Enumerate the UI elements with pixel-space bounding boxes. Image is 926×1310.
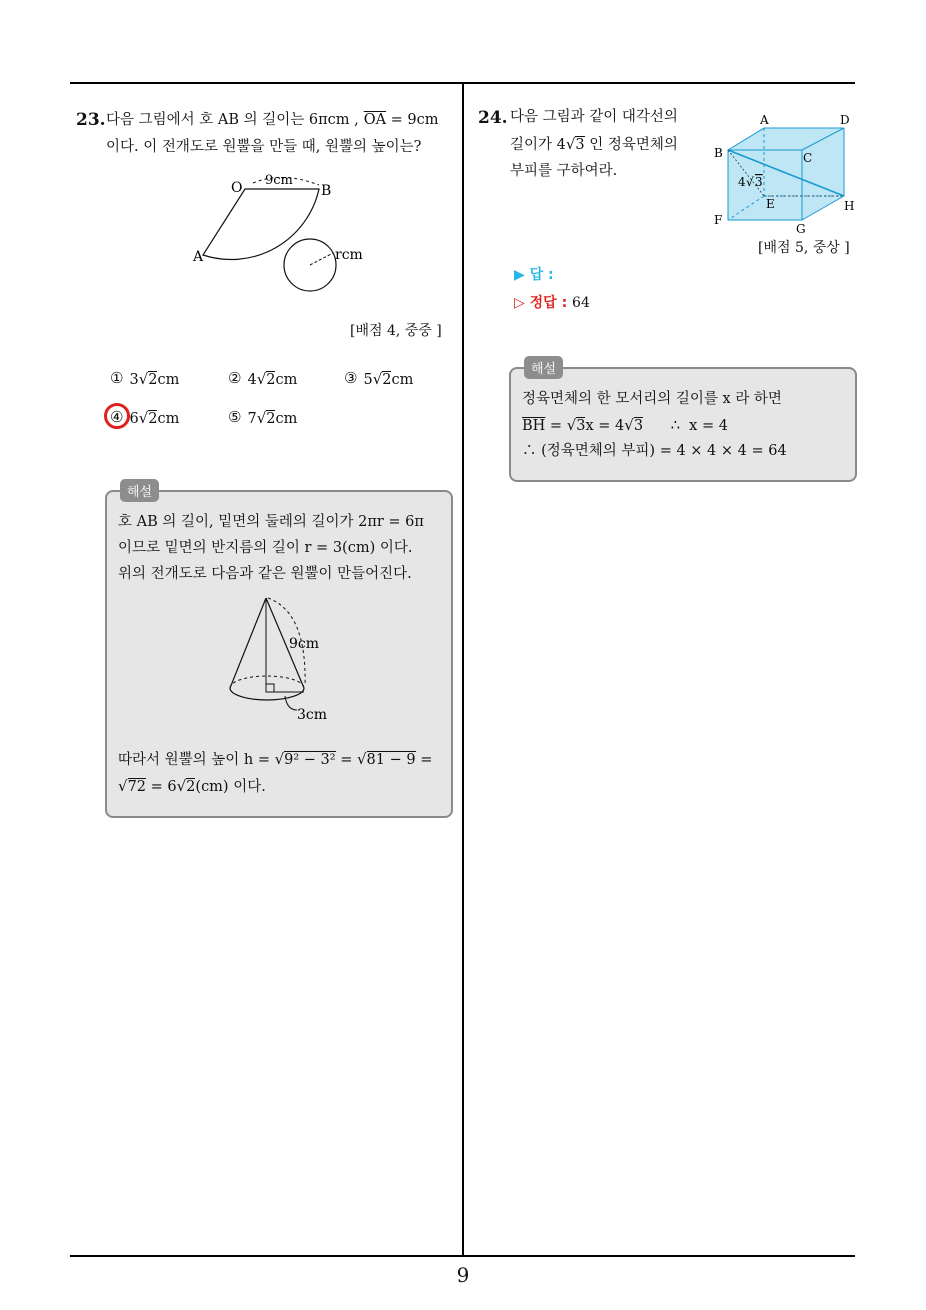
page-number: 9 <box>456 1263 470 1287</box>
choice-2[interactable]: ② 4√2cm <box>228 369 298 388</box>
cone-base-back <box>230 676 304 688</box>
q23-exp-l4-mid: = <box>335 752 357 768</box>
q23-exp-l4-pre: 따라서 원뿔의 높이 h = <box>118 752 275 768</box>
q24-exp-line2: $\overline{BH} = √3x = 4√3$ ∴ x = 4 <box>522 416 728 434</box>
choice-2-number: ② <box>228 369 242 387</box>
q23-exp-line1: 호 AB 의 길이, 밑면의 둘레의 길이가 2πr = 6π <box>118 514 424 530</box>
q24-score: [배점 5, 중상 ] <box>758 240 850 256</box>
q24-line2-rad: 3 <box>575 137 585 153</box>
q23-number: 23. <box>76 110 106 130</box>
choice-4-unit: cm <box>157 411 180 427</box>
q23-exp-line3: 위의 전개도로 다음과 같은 원뿔이 만들어진다. <box>118 566 412 582</box>
label-radius: 3cm <box>297 707 328 722</box>
q24-line1: 다음 그림과 같이 대각선의 <box>510 109 678 125</box>
q23-exp-l5-rad2: 2 <box>186 779 196 795</box>
choice-4[interactable]: ④ 6√2cm <box>110 408 180 427</box>
q23-line2: 이다. 이 전개도로 원뿔을 만들 때, 원뿔의 높이는? <box>106 139 422 155</box>
q23-exp-line4: 따라서 원뿔의 높이 h = √9² − 3² = √81 − 9 = <box>118 750 433 768</box>
q23-explanation-tag: 해설 <box>120 479 159 502</box>
label-C: C <box>803 151 813 165</box>
radius-line <box>310 253 333 265</box>
label-diag-rad: 3 <box>755 175 763 189</box>
q24-cube-figure <box>708 110 858 235</box>
q24-line2: 길이가 4√3 인 정육면체의 <box>510 135 678 153</box>
choice-5[interactable]: ⑤ 7√2cm <box>228 408 298 427</box>
q24-exp-l2-b: x = 4 <box>585 418 625 434</box>
label-F: F <box>714 213 723 227</box>
label-b: B <box>321 183 332 199</box>
q23-exp-l4-rad1: 9² − 3² <box>284 752 336 768</box>
q24-exp-line3: ∴ (정육면체의 부피) = 4 × 4 × 4 = 64 <box>522 443 787 459</box>
q23-exp-l4-end: = <box>415 752 433 768</box>
choice-4-rad: 2 <box>148 411 158 427</box>
label-a: A <box>193 249 204 265</box>
label-G: G <box>796 222 806 235</box>
choice-4-number: ④ <box>110 408 124 426</box>
q24-line3: 부피를 구하여라. <box>510 163 618 179</box>
choice-2-unit: cm <box>275 372 298 388</box>
q24-exp-l2-rad1: 3 <box>576 418 586 434</box>
choice-3-rad: 2 <box>382 372 392 388</box>
q24-explanation-tag: 해설 <box>524 356 563 379</box>
q24-line2-post: 인 정육면체의 <box>584 137 678 153</box>
q23-exp-l5-rad1: 72 <box>127 779 147 795</box>
label-diag-root: √ <box>746 175 754 189</box>
sector-shape <box>203 189 319 260</box>
choice-3-coef: 5 <box>363 372 373 388</box>
right-angle-mark <box>266 684 274 692</box>
choice-3-number: ③ <box>344 369 358 387</box>
q23-exp-l5-mid: = 6 <box>146 779 177 795</box>
answer-label: ▶ 답 : <box>514 267 554 283</box>
q23-line1-text: 다음 그림에서 호 AB 의 길이는 6πcm , <box>106 112 359 128</box>
choice-1-number: ① <box>110 369 124 387</box>
choice-5-rad: 2 <box>266 411 276 427</box>
label-r: rcm <box>335 247 363 263</box>
choice-4-coef: 6 <box>129 411 139 427</box>
label-H: H <box>844 199 855 213</box>
q24-exp-l2-rad2: 3 <box>633 418 644 434</box>
choice-2-coef: 4 <box>247 372 257 388</box>
choice-1-rad: 2 <box>148 372 158 388</box>
cone-base-front <box>230 688 304 700</box>
q24-exp-line1: 정육면체의 한 모서리의 길이를 x 라 하면 <box>522 391 782 407</box>
q23-exp-line2: 이므로 밑면의 반지름의 길이 r = 3(cm) 이다. <box>118 540 413 556</box>
q23-cone-figure <box>215 592 355 722</box>
selected-answer-circle <box>104 403 130 429</box>
q24-exp-l2-a: = <box>545 418 567 434</box>
label-diag-coef: 4 <box>738 175 746 189</box>
column-divider <box>462 82 464 1256</box>
label-A: A <box>760 113 769 127</box>
choice-1[interactable]: ① 3√2cm <box>110 369 180 388</box>
q24-exp-l2-c: ∴ x = 4 <box>643 418 728 434</box>
q23-exp-l5-end: (cm) 이다. <box>195 779 266 795</box>
q23-exp-line5: √72 = 6√2(cm) 이다. <box>118 777 266 795</box>
q23-exp-l4-rad2: 81 − 9 <box>366 752 416 768</box>
choice-5-number: ⑤ <box>228 408 242 426</box>
choice-1-unit: cm <box>157 372 180 388</box>
correct-value: 64 <box>572 295 590 311</box>
label-B: B <box>714 146 723 160</box>
q23-score: [배점 4, 중중 ] <box>350 323 442 339</box>
label-o: O <box>231 180 243 196</box>
q23-line1 <box>106 107 439 134</box>
correct-answer <box>514 292 590 312</box>
cone-left-edge <box>230 598 266 688</box>
q23-line1-end: = 9cm <box>386 112 439 128</box>
label-side: 9cm <box>265 173 293 188</box>
q24-number: 24. <box>478 108 508 128</box>
choice-3-unit: cm <box>391 372 414 388</box>
q23-net-figure <box>185 165 385 300</box>
bottom-rule <box>70 1255 855 1257</box>
choice-3[interactable]: ③ 5√2cm <box>344 369 414 388</box>
label-E: E <box>766 197 775 211</box>
q24-exp-bh: $\overline{BH}$ <box>522 418 546 434</box>
correct-label: ▷ 정답 : <box>514 295 568 311</box>
q24-line2-pre: 길이가 4 <box>510 137 566 153</box>
label-slant: 9cm <box>289 636 320 652</box>
choice-5-coef: 7 <box>247 411 257 427</box>
q23-oa: $\overline{OA}$ <box>363 112 387 128</box>
choice-1-coef: 3 <box>129 372 139 388</box>
label-D: D <box>840 113 850 127</box>
choice-5-unit: cm <box>275 411 298 427</box>
choice-2-rad: 2 <box>266 372 276 388</box>
